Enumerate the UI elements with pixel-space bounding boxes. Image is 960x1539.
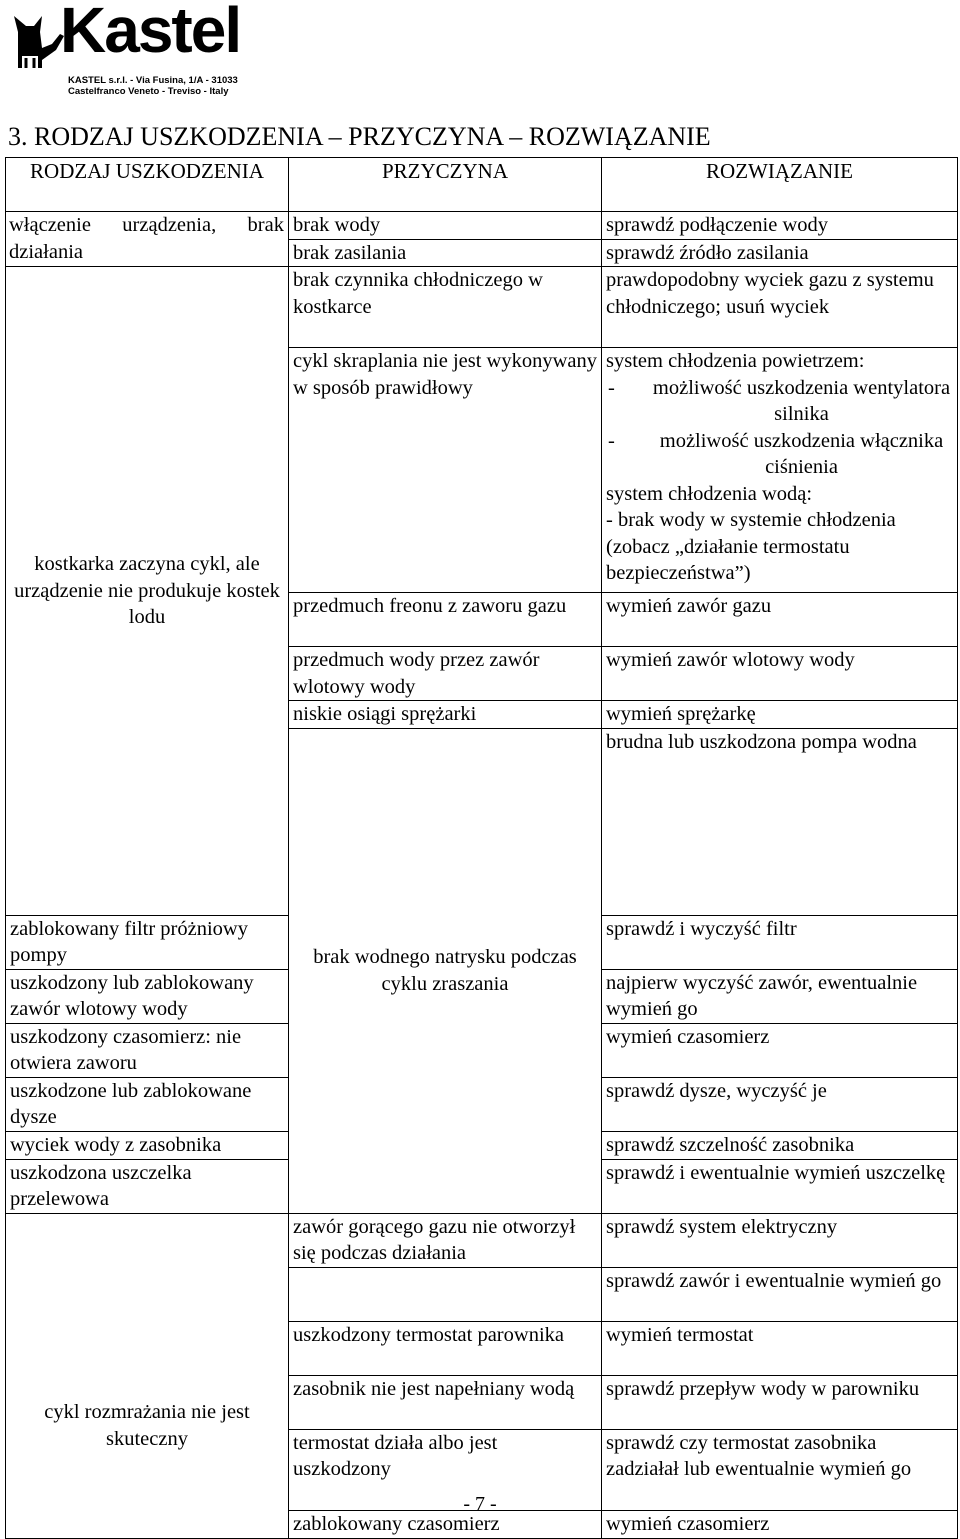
type-word: urządzenia, xyxy=(122,214,217,236)
brand-name: Kastel xyxy=(60,0,241,66)
solution-cell: sprawdź zawór i ewentualnie wymień go xyxy=(602,1267,958,1321)
cause-cell: uszkodzony termostat parownika xyxy=(289,1321,602,1375)
solution-cell: wymień zawór wlotowy wody xyxy=(602,647,958,701)
section-heading: 3. RODZAJ USZKODZENIA – PRZYCZYNA – ROZWIĄZANIE xyxy=(8,122,711,151)
cause-cell: brak czynnika chłodniczego w kostkarce xyxy=(289,267,602,348)
solution-cell: najpierw wyczyść zawór, ewentualnie wymień go xyxy=(602,969,958,1023)
water-cooling-title: system chłodzenia wodą: xyxy=(606,482,813,505)
cause-cell: zasobnik nie jest napełniany wodą xyxy=(289,1375,602,1429)
cause-cell: zablokowany czasomierz xyxy=(289,1510,602,1538)
company-logo xyxy=(8,0,241,98)
cause-cell: niskie osiągi sprężarki xyxy=(289,701,602,729)
cause-cell: brak wody xyxy=(289,212,602,240)
company-address-line-1: KASTEL s.r.l. - Via Fusina, 1/A - 31033 xyxy=(68,75,238,86)
cause-cell: uszkodzona uszczelka przelewowa xyxy=(6,1159,289,1213)
type-cell-defrost: cykl rozmrażania nie jest skuteczny xyxy=(6,1213,289,1538)
solution-cell: wymień zawór gazu xyxy=(602,593,958,647)
type-word: włączenie xyxy=(9,214,91,236)
cause-cell: zawór gorącego gazu nie otworzył się podczas działania xyxy=(289,1213,602,1267)
solution-cell: sprawdź i ewentualnie wymień uszczelkę xyxy=(602,1159,958,1213)
cause-cell: termostat działa albo jest uszkodzony xyxy=(289,1429,602,1510)
solution-cell: sprawdź źródło zasilania xyxy=(602,239,958,267)
type-cell-no-spray: brak wodnego natrysku podczas cyklu zraszania xyxy=(289,729,602,1214)
cause-cell: wyciek wody z zasobnika xyxy=(6,1131,289,1159)
solution-cell: sprawdź szczelność zasobnika xyxy=(602,1131,958,1159)
solution-cell: sprawdź system elektryczny xyxy=(602,1213,958,1267)
list-text: możliwość uszkodzenia wentylatora silnika xyxy=(652,376,951,425)
troubleshooting-table xyxy=(5,157,958,1539)
solution-cell: prawdopodobny wyciek gazu z systemu chłodniczego; usuń wyciek xyxy=(602,267,958,348)
type-cell-no-ice: kostkarka zaczyna cykl, ale urządzenie nie produkuje kostek lodu xyxy=(6,267,289,916)
solution-cell: sprawdź czy termostat zasobnika zadziałał lub ewentualnie wymień go xyxy=(602,1429,958,1510)
header-type: RODZAJ USZKODZENIA xyxy=(6,158,289,212)
solution-cell: wymień czasomierz xyxy=(602,1023,958,1077)
cause-cell xyxy=(289,1267,602,1321)
list-dash: - xyxy=(608,376,615,399)
table-row xyxy=(6,212,958,240)
solution-cell: sprawdź przepływ wody w parowniku xyxy=(602,1375,958,1429)
cause-cell: uszkodzone lub zablokowane dysze xyxy=(6,1077,289,1131)
solution-cell: wymień czasomierz xyxy=(602,1510,958,1538)
solution-cell: wymień termostat xyxy=(602,1321,958,1375)
cause-cell: uszkodzony lub zablokowany zawór wlotowy wody xyxy=(6,969,289,1023)
table-row xyxy=(6,1213,958,1267)
table-header-row xyxy=(6,158,958,212)
list-item xyxy=(606,428,953,481)
list-dash: - xyxy=(608,429,615,452)
solution-cell: wymień sprężarkę xyxy=(602,701,958,729)
page-number: - 7 - xyxy=(463,1493,497,1515)
list-text: możliwość uszkodzenia włącznika ciśnienia xyxy=(659,429,944,478)
solution-cell: sprawdź i wyczyść filtr xyxy=(602,915,958,969)
type-cell-power xyxy=(6,212,289,267)
company-address-line-2: Castelfranco Veneto - Treviso - Italy xyxy=(68,86,229,97)
header-solution: ROZWIĄZANIE xyxy=(602,158,958,212)
table-row xyxy=(6,267,958,348)
cause-cell: cykl skraplania nie jest wykonywany w sposób prawidłowy xyxy=(289,348,602,593)
cause-cell: uszkodzony czasomierz: nie otwiera zaworu xyxy=(6,1023,289,1077)
solution-cell-cooling xyxy=(602,348,958,593)
air-cooling-title: system chłodzenia powietrzem: xyxy=(606,350,865,372)
cause-cell: brak zasilania xyxy=(289,239,602,267)
header-cause: PRZYCZYNA xyxy=(289,158,602,212)
type-line: działania xyxy=(9,240,83,263)
type-word: brak xyxy=(247,214,284,236)
water-cooling-text: - brak wody w systemie chłodzenia (zobacz „działanie termostatu bezpieczeństwa”) xyxy=(606,509,896,584)
cause-cell: przedmuch freonu z zaworu gazu xyxy=(289,593,602,647)
list-item xyxy=(606,375,953,428)
type-line xyxy=(9,212,284,239)
cause-cell: przedmuch wody przez zawór wlotowy wody xyxy=(289,647,602,701)
cause-cell: zablokowany filtr próżniowy pompy xyxy=(6,915,289,969)
solution-cell: sprawdź dysze, wyczyść je xyxy=(602,1077,958,1131)
cause-cell: brudna lub uszkodzona pompa wodna xyxy=(602,729,958,916)
solution-cell: sprawdź podłączenie wody xyxy=(602,212,958,240)
